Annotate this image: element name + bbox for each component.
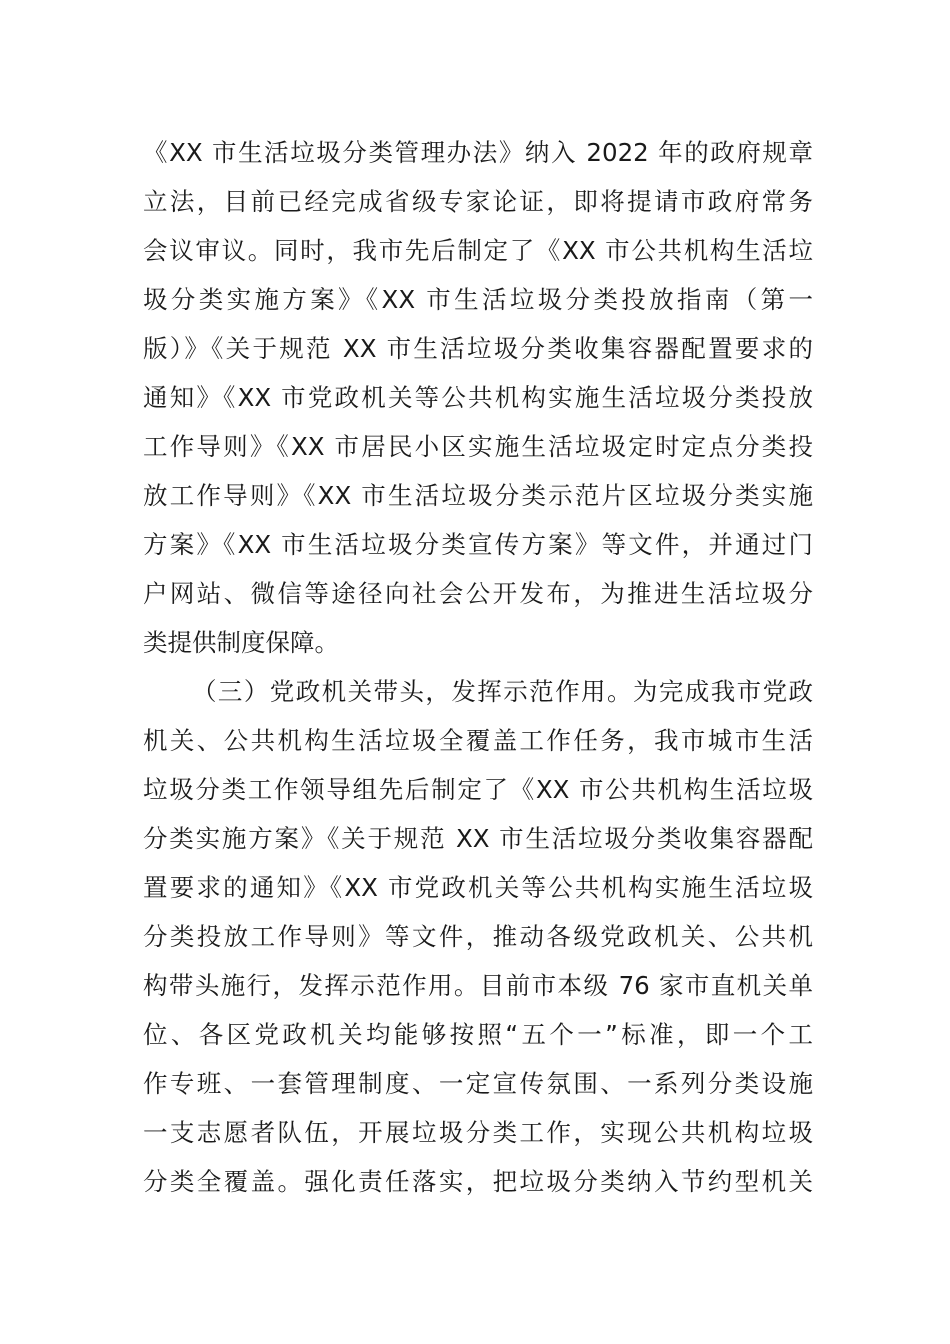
paragraph-heading-line: （三）党政机关带头，发挥示范作用。为完成我市党政 bbox=[192, 677, 813, 706]
paragraph-2 bbox=[143, 667, 813, 1206]
paragraph-line: 类提供制度保障。 bbox=[143, 628, 339, 657]
paragraph-line: 立法，目前已经完成省级专家论证，即将提请市政府常务 bbox=[143, 187, 813, 216]
paragraph-line: 通知》《XX 市党政机关等公共机构实施生活垃圾分类投放 bbox=[143, 383, 813, 412]
paragraph-line: 放工作导则》《XX 市生活垃圾分类示范片区垃圾分类实施 bbox=[143, 481, 813, 510]
paragraph-line: 工作导则》《XX 市居民小区实施生活垃圾定时定点分类投 bbox=[143, 432, 813, 461]
paragraph-line: 分类全覆盖。强化责任落实，把垃圾分类纳入节约型机关 bbox=[143, 1167, 813, 1196]
paragraph-line: 一支志愿者队伍，开展垃圾分类工作，实现公共机构垃圾 bbox=[143, 1118, 813, 1147]
paragraph-line: 作专班、一套管理制度、一定宣传氛围、一系列分类设施 bbox=[143, 1069, 813, 1098]
document-body bbox=[143, 128, 813, 1206]
paragraph-line: 位、各区党政机关均能够按照“五个一”标准，即一个工 bbox=[143, 1020, 813, 1049]
paragraph-line: 圾分类实施方案》《XX 市生活垃圾分类投放指南（第一 bbox=[143, 285, 813, 314]
paragraph-line: 《XX 市生活垃圾分类管理办法》纳入 2022 年的政府规章 bbox=[143, 138, 813, 167]
paragraph-line: 户网站、微信等途径向社会公开发布，为推进生活垃圾分 bbox=[143, 579, 813, 608]
paragraph-line: 分类实施方案》《关于规范 XX 市生活垃圾分类收集容器配 bbox=[143, 824, 813, 853]
paragraph-line: 会议审议。同时，我市先后制定了《XX 市公共机构生活垃 bbox=[143, 236, 813, 265]
paragraph-1 bbox=[143, 128, 813, 667]
paragraph-line: 置要求的通知》《XX 市党政机关等公共机构实施生活垃圾 bbox=[143, 873, 813, 902]
paragraph-line: 垃圾分类工作领导组先后制定了《XX 市公共机构生活垃圾 bbox=[143, 775, 813, 804]
paragraph-line: 版）》《关于规范 XX 市生活垃圾分类收集容器配置要求的 bbox=[143, 334, 813, 363]
paragraph-line: 机关、公共机构生活垃圾全覆盖工作任务，我市城市生活 bbox=[143, 726, 813, 755]
paragraph-line: 构带头施行，发挥示范作用。目前市本级 76 家市直机关单 bbox=[143, 971, 813, 1000]
paragraph-line: 方案》《XX 市生活垃圾分类宣传方案》等文件，并通过门 bbox=[143, 530, 813, 559]
paragraph-line: 分类投放工作导则》等文件，推动各级党政机关、公共机 bbox=[143, 922, 813, 951]
